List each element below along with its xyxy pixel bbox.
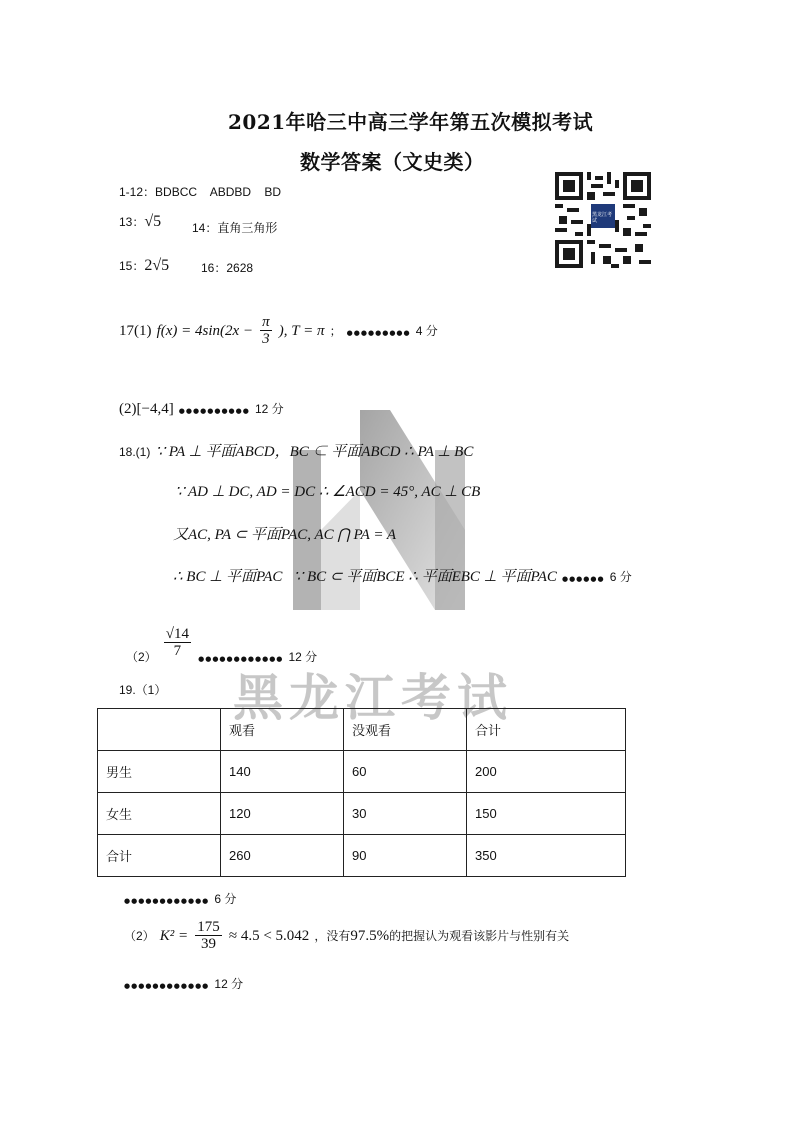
table-cell: 女生 <box>98 793 221 835</box>
q19-part2-score-line <box>124 973 243 992</box>
table-header-row <box>98 709 626 751</box>
q17-part1-label: 17(1) <box>119 323 152 339</box>
q19-part2-label: （2） <box>124 929 155 943</box>
q16-label: 16： <box>201 261 227 275</box>
q18-line2: ∵ AD ⊥ DC, AD = DC ∴ ∠ACD = 45°, AC ⊥ CB <box>175 484 481 500</box>
mc-values: BDBCC ABDBD BD <box>155 185 282 199</box>
q18-line4 <box>173 565 632 586</box>
table-cell: 150 <box>467 793 626 835</box>
q17-part2-score: 12 分 <box>254 402 284 416</box>
document-subtitle: 数学答案（文史类） <box>300 150 485 174</box>
q18-part2 <box>126 626 317 665</box>
table-cell: 90 <box>344 835 467 877</box>
q15-value: 2√5 <box>144 257 170 274</box>
q17-part1-sep: ； <box>329 324 342 338</box>
q17-part2-expr: (2)[−4,4] <box>119 401 174 417</box>
q19-frac-den: 39 <box>201 936 216 952</box>
q19-frac-num: 175 <box>197 919 220 935</box>
table-cell: 200 <box>467 751 626 793</box>
q19-part1-score: 6 分 <box>214 892 237 906</box>
table-cell: 合计 <box>98 835 221 877</box>
q17-part1-dots: ●●●●●●●●● <box>346 328 411 337</box>
q17-part2-dots: ●●●●●●●●●● <box>178 406 250 415</box>
q19-fraction <box>195 919 222 952</box>
q15-label: 15： <box>119 259 145 273</box>
q18-line4-dots: ●●●●●● <box>561 574 605 583</box>
q17-part1-expr-b: ), T = π <box>278 323 325 339</box>
watermark-text: 黑龙江考试 <box>233 668 513 727</box>
q17-part1-expr-a: f(x) = 4sin(2x − <box>156 323 254 339</box>
q17-frac-den: 3 <box>262 331 270 347</box>
q18-line3: 又AC, PA ⊂ 平面PAC, AC ⋂ PA = A <box>173 527 397 543</box>
q18-line1-text: ∵ PA ⊥ 平面ABCD，BC ⊂ 平面ABCD ∴ PA ⊥ BC <box>155 444 474 460</box>
q17-part2 <box>119 398 284 418</box>
q18-part2-score: 12 分 <box>288 650 318 664</box>
table-row <box>98 793 626 835</box>
document-title: 2021年哈三中高三学年第五次模拟考试 <box>228 110 594 134</box>
q17-part1 <box>119 314 438 347</box>
table-cell: 30 <box>344 793 467 835</box>
table-row <box>98 835 626 877</box>
q18-fraction <box>164 626 191 659</box>
table-cell: 男生 <box>98 751 221 793</box>
q13-answer <box>119 211 161 231</box>
q19-part2-rhs: ≈ 4.5 < 5.042 <box>228 928 310 944</box>
qr-badge-text: 黑龙江考试 <box>592 212 613 224</box>
mc-answers <box>119 183 281 200</box>
q18-part2-dots: ●●●●●●●●●●●● <box>198 654 284 663</box>
table-cell: 140 <box>221 751 344 793</box>
q14-label: 14： <box>192 221 218 235</box>
table-header-cell: 没观看 <box>344 709 467 751</box>
q19-part2 <box>124 919 569 952</box>
table-cell: 60 <box>344 751 467 793</box>
q18-frac-den: 7 <box>173 643 182 659</box>
q18-label: 18.(1) <box>119 445 151 459</box>
q19-part1-dots: ●●●●●●●●●●●● <box>124 896 210 905</box>
q19-conclusion-pct: 97.5% <box>350 928 390 944</box>
q18-part2-label: （2） <box>126 650 157 664</box>
contingency-table <box>97 708 626 877</box>
table-cell: 120 <box>221 793 344 835</box>
table-header-cell: 合计 <box>467 709 626 751</box>
q19-part2-lhs: K² = <box>159 928 189 944</box>
q19-part2-dots: ●●●●●●●●●●●● <box>124 981 210 990</box>
q19-label: 19.（1） <box>119 683 167 697</box>
q18-frac-num: √14 <box>165 626 190 642</box>
table-cell: 350 <box>467 835 626 877</box>
q18-line4-score: 6 分 <box>609 570 632 584</box>
table-header-cell <box>98 709 221 751</box>
q19-conclusion-a: ，没有 <box>314 929 351 943</box>
q19-conclusion-b: 的把握认为观看该影片与性别有关 <box>389 929 570 943</box>
q15-answer <box>119 255 169 275</box>
q18-line1 <box>119 440 473 461</box>
q17-fraction <box>260 314 272 347</box>
q19-part2-score: 12 分 <box>214 977 244 991</box>
q19-part1-score-line <box>124 888 236 907</box>
q18-line4-text: ∴ BC ⊥ 平面PAC ∵ BC ⊂ 平面BCE ∴ 平面EBC ⊥ 平面PAC <box>173 569 557 585</box>
table-row <box>98 751 626 793</box>
q16-answer <box>201 259 253 276</box>
q13-label: 13： <box>119 215 145 229</box>
q13-value: √5 <box>144 213 162 230</box>
q14-value: 直角三角形 <box>217 221 278 235</box>
mc-label: 1-12： <box>119 185 156 199</box>
q14-answer <box>192 217 277 236</box>
q17-frac-num: π <box>262 314 270 330</box>
q16-value: 2628 <box>226 261 254 275</box>
q17-part1-score: 4 分 <box>415 324 438 338</box>
table-cell: 260 <box>221 835 344 877</box>
table-header-cell: 观看 <box>221 709 344 751</box>
